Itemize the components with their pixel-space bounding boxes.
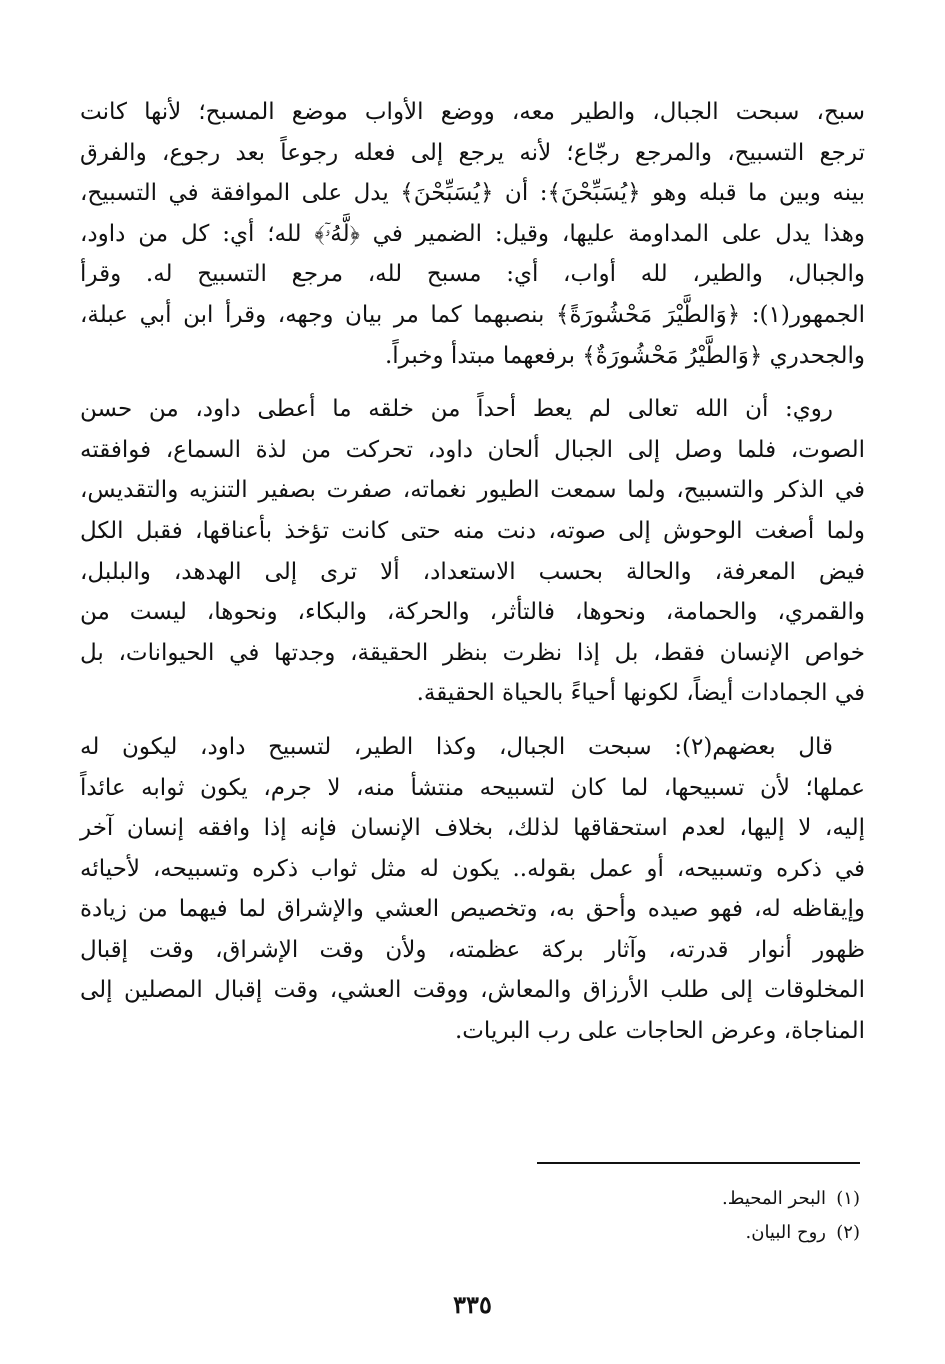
text-line: سبح، سبحت الجبال، والطير معه، ووضع الأواب موضع المسبح؛ لأنها كانت — [80, 99, 865, 125]
footnote-number: (١) — [836, 1188, 860, 1209]
text-line: فيض المعرفة، والحالة بحسب الاستعداد، ألا ترى إلى الهدهد، والبلبل، — [80, 558, 865, 585]
text-line: عملها؛ لأن تسبيحها، لما كان لتسبيحه منتشأ منه، لا جرم، يكون ثوابه عائداً — [80, 774, 865, 801]
footnote-divider — [537, 1162, 860, 1164]
footnote-item — [360, 1182, 860, 1216]
footnote-text: البحر المحيط. — [722, 1188, 826, 1209]
paragraph-2 — [80, 389, 865, 714]
text-line: الجمهور(١): ﴿وَالطَّيْرَ مَحْشُورَةً﴾ بنصبهما كما مر بيان وجهه، وقرأ ابن أبي عبلة، — [80, 301, 865, 328]
paragraph-3 — [80, 727, 865, 1052]
text-line: في الجمادات أيضاً، لكونها أحياءً بالحياة الحقيقة. — [416, 680, 865, 707]
text-line: ظهور أنوار قدرته، وآثار بركة عظمته، ولأن وقت الإشراق، وقت إقبال — [80, 936, 865, 963]
text-line: ولما أصغت الوحوش إلى صوته، دنت منه حتى كانت تؤخذ بأعناقها، فقبل الكل — [80, 517, 865, 544]
text-line: الصوت، فلما وصل إلى الجبال ألحان داود، تحركت من لذة السماع، فوافقته — [80, 436, 865, 463]
text-line: في ذكره وتسبيحه، أو عمل بقوله.. يكون له مثل ثواب ذكره وتسبيحه، لأحيائه — [80, 855, 865, 882]
text-line: خواص الإنسان فقط، بل إذا نظرت بنظر الحقيقة، وجدتها في الحيوانات، بل — [80, 639, 865, 666]
text-line: المناجاة، وعرض الحاجات على رب البريات. — [454, 1018, 865, 1045]
text-line: المخلوقات إلى طلب الأرزاق والمعاش، ووقت العشي، وقت إقبال المصلين إلى — [80, 977, 865, 1004]
text-line: والجحدري ﴿وَالطَّيْرُ مَحْشُورَةٌ﴾ برفعهما مبتدأ وخبراً. — [384, 342, 865, 369]
text-line: بينه وبين ما قبله وهو ﴿يُسَبِّحْنَ﴾: أن ﴿يُسَبِّحْنَ﴾ يدل على الموافقة في التسبيح، — [80, 180, 865, 207]
footnotes — [360, 1182, 860, 1250]
text-line: روي: أن الله تعالى لم يعط أحداً من خلقه ما أعطى داود، من حسن — [80, 396, 833, 423]
text-line: والجبال، والطير، لله أواب، أي: مسبح لله، مرجع التسبيح له. وقرأ — [80, 261, 865, 288]
footnote-number: (٢) — [836, 1222, 860, 1243]
text-line: وإيقاظه له، فهو صيده وأحق به، وتخصيص العشي والإشراق لما فيهما من زيادة — [80, 896, 865, 923]
text-line: قال بعضهم(٢): سبحت الجبال، وكذا الطير، لتسبيح داود، ليكون له — [80, 733, 833, 760]
text-line: إليه، لا إليها، لعدم استحقاقها لذلك، بخلاف الإنسان فإنه إذا وافقه إنسان آخر — [80, 815, 865, 842]
footnote-item — [360, 1216, 860, 1250]
page-number: ٣٣٥ — [453, 1290, 492, 1319]
footnote-text: روح البيان. — [745, 1222, 826, 1243]
paragraph-1 — [80, 92, 865, 376]
page-body — [80, 92, 865, 1052]
text-line: في الذكر والتسبيح، ولما سمعت الطيور نغماته، صفرت بصفير التنزيه والتقديس، — [80, 477, 865, 504]
text-line: ترجع التسبيح، والمرجع رجّاع؛ لأنه يرجع إلى فعله رجوعاً بعد رجوع، والفرق — [80, 139, 865, 166]
text-line: وهذا يدل على المداومة عليها، وقيل: الضمير في ﴿لَّهُۥٓ﴾ لله؛ أي: كل من داود، — [80, 220, 865, 247]
text-line: والقمري، والحمامة، ونحوها، فالتأثر، والحركة، والبكاء، ونحوها، ليست من — [80, 599, 865, 626]
